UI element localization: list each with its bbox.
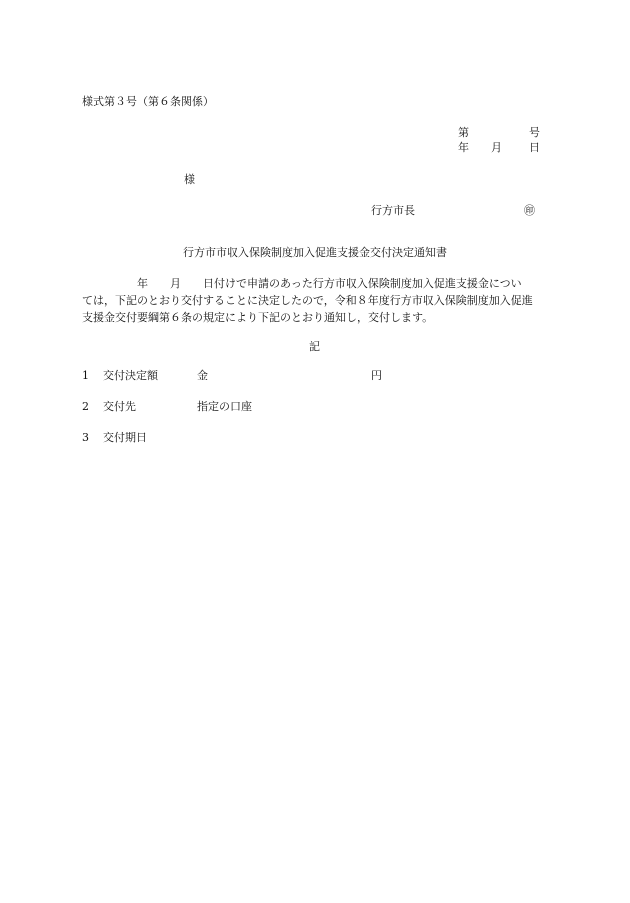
ki-heading: 記 [309,340,320,353]
item-label-grant-date: 交付期日 [103,431,147,444]
document-number-suffix: 号 [529,126,540,139]
body-line-3: 支援金交付要綱第６条の規定により下記のとおり通知し，交付します。 [82,311,434,324]
document-number-prefix: 第 [458,126,469,139]
item-unit-yen: 円 [371,369,382,382]
item-value-kin: 金 [197,369,208,382]
form-label: 様式第３号（第６条関係） [82,95,214,108]
body-line-1-text: 日付けで申請のあった行方市収入保険制度加入促進支援金につい [203,277,522,290]
issuer-name: 行方市長 [371,204,415,217]
addressee-suffix: 様 [184,173,195,186]
body-month: 月 [170,277,181,290]
item-number: 1 [82,369,89,382]
item-value-designated-account: 指定の口座 [197,400,252,413]
date-year-field: 年 [458,141,469,154]
body-year: 年 [137,277,148,290]
body-line-2: ては，下記のとおり交付することに決定したので，令和８年度行方市収入保険制度加入促進 [82,294,533,307]
item-number: 2 [82,400,89,413]
body-paragraph [82,275,562,326]
item-label-grant-amount: 交付決定額 [103,369,158,382]
date-month-field: 月 [491,141,502,154]
item-label-recipient: 交付先 [103,400,136,413]
item-number: 3 [82,431,89,444]
document-title: 行方市市収入保険制度加入促進支援金交付決定通知書 [183,246,447,259]
date-day-field: 日 [529,141,540,154]
body-line-1 [82,275,562,292]
seal-mark: ㊞ [524,204,535,217]
